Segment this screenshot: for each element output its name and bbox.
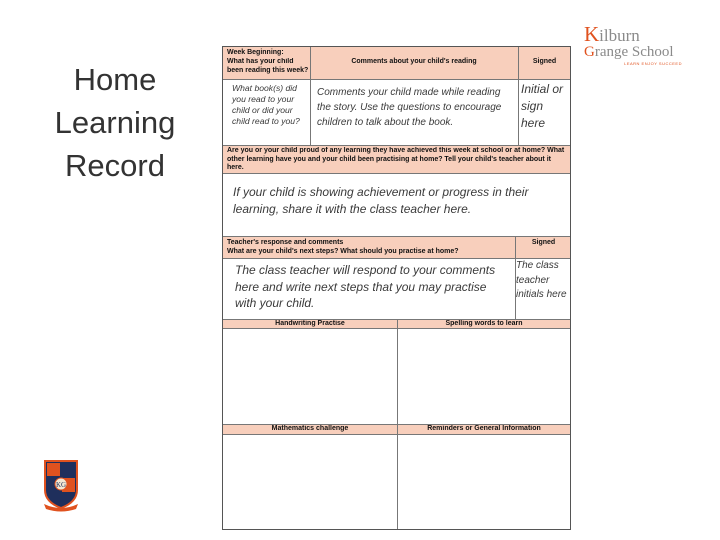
handwriting-heading: Handwriting Practise xyxy=(275,320,345,327)
school-motto: LEARN ENJOY SUCCEED xyxy=(624,61,682,66)
book-prompt: What book(s) did you read to your child or did your child read to you? xyxy=(232,83,300,126)
svg-text:KG: KG xyxy=(55,481,67,489)
teacher-prompt: The class teacher will respond to your comments here and write next steps that you may practise with your child. xyxy=(235,263,496,310)
slide-title xyxy=(40,58,190,187)
signed-prompt: Initial or sign here xyxy=(521,82,564,130)
school-logo: Kilburn Grange School LEARN ENJOY SUCCEED xyxy=(584,26,696,68)
teacher-signed-prompt: The class teacher initials here xyxy=(516,260,567,300)
week-beginning-label: Week Beginning: xyxy=(227,49,284,56)
maths-heading: Mathematics challenge xyxy=(271,425,349,432)
spelling-heading: Spelling words to learn xyxy=(445,320,523,327)
title-line-3: Record xyxy=(65,148,165,183)
comments-heading: Comments about your child's reading xyxy=(351,58,477,65)
proud-prompt: If your child is showing achievement or progress in their learning, share it with the class teacher here. xyxy=(233,185,529,216)
title-line-2: Learning xyxy=(54,105,176,140)
title-line-1: Home xyxy=(73,62,157,97)
teacher-signed-heading: Signed xyxy=(531,239,556,246)
what-read-label: What has your child been reading this week? xyxy=(227,58,309,74)
proud-heading: Are you or your child proud of any learning they have achieved this week at school or at home? What other learning have you and your child been practising at home? Tell your child's teacher about it here. xyxy=(227,147,565,171)
reminders-heading: Reminders or General Information xyxy=(427,425,541,432)
school-crest-icon xyxy=(42,458,80,512)
signed-heading: Signed xyxy=(532,58,557,65)
teacher-heading: Teacher's response and comments What are your child's next steps? What should you practise at home? xyxy=(227,239,459,255)
comments-prompt: Comments your child made while reading the story. Use the questions to encourage children to talk about the book. xyxy=(317,87,502,128)
home-learning-record-sheet xyxy=(222,46,571,530)
